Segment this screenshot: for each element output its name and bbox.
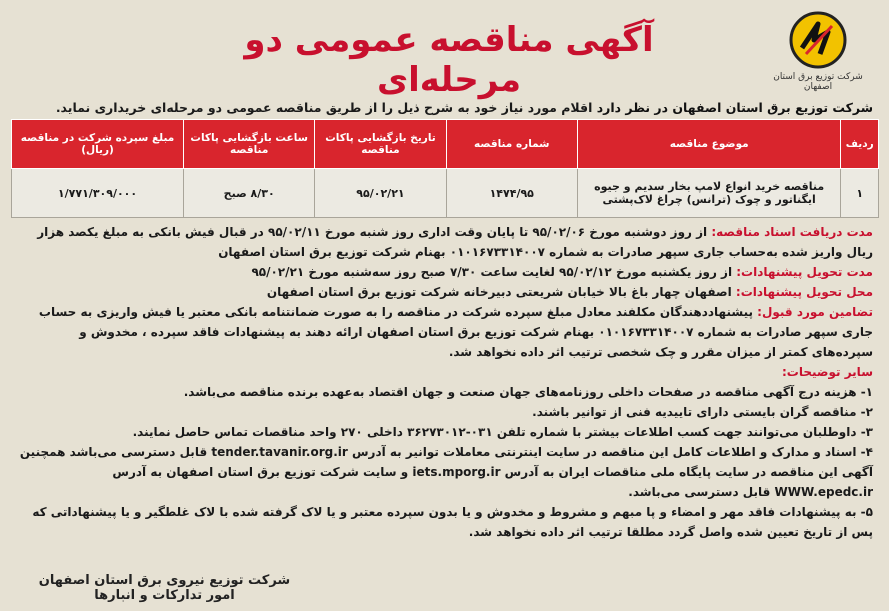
delivery-text: از روز یکشنبه مورخ ۹۵/۰۲/۱۲ لغایت ساعت ۷/۳۰ صبح روز سه‌شنبه مورخ ۹۵/۰۲/۲۱ bbox=[251, 265, 733, 279]
intro bbox=[10, 100, 879, 115]
docs-label: مدت دریافت اسناد مناقصه: bbox=[711, 225, 873, 239]
table-header-row bbox=[12, 120, 879, 169]
footer-block bbox=[15, 573, 315, 603]
cell-subject: مناقصه خرید انواع لامپ بخار سدیم و جیوه ایگناتور و چوک (ترانس) چراغ لاک‌پشتی bbox=[577, 169, 841, 218]
place-section bbox=[16, 282, 873, 302]
tender-table bbox=[11, 119, 879, 218]
delivery-label: مدت تحویل پیشنهادات: bbox=[736, 265, 873, 279]
footer bbox=[0, 573, 889, 603]
logo bbox=[763, 10, 873, 92]
power-logo-icon bbox=[788, 10, 848, 70]
docs-section bbox=[16, 222, 873, 262]
col-header-subject: موضوع مناقصه bbox=[577, 120, 841, 169]
place-text: اصفهان چهار باغ بالا خیابان شریعتی دبیرخانه شرکت توزیع برق استان اصفهان bbox=[266, 285, 732, 299]
col-header-number: شماره مناقصه bbox=[446, 120, 577, 169]
docs-text: از روز دوشنبه مورخ ۹۵/۰۲/۰۶ تا پایان وقت اداری روز شنبه مورخ ۹۵/۰۲/۱۱ در قبال فیش بانکی به مبلغ یکصد هزار ریال واریز شده به‌حساب جاری سپهر صادرات به شماره ۰۱۰۱۶۷۳۳۱۴۰۰۷ بهنام شرکت توزیع برق استان اصفهان bbox=[37, 225, 873, 259]
delivery-section bbox=[16, 262, 873, 282]
intro-rest: اقلام مورد نیاز خود به شرح ذیل را از طریق مناقصه عمومی دو مرحله‌ای خریداری نماید. bbox=[55, 100, 593, 115]
page-title: آگهی مناقصه عمومی دو مرحله‌ای bbox=[244, 20, 654, 100]
note-item: ۵- به پیشنهادات فاقد مهر و امضاء و پا مبهم و مشروط و مخدوش و یا بدون سپرده معتبر و یا لاک گرفته شده با لاک غلطگیر و یا پیشنهاداتی که پس از تاریخ تعیین شده واصل گردد مطلقا ترتیب اثر داده نخواهد شد. bbox=[32, 505, 873, 539]
guarantee-section bbox=[16, 302, 873, 362]
header bbox=[10, 6, 879, 98]
logo-caption: شرکت توزیع برق استان اصفهان bbox=[773, 72, 863, 92]
cell-time: ۸/۳۰ صبح bbox=[184, 169, 315, 218]
note-item: ۱- هزینه درج آگهی مناقصه در صفحات داخلی روزنامه‌های جهان صنعت و جهان اقتصاد به‌عهده برنده مناقصه می‌باشد. bbox=[183, 385, 873, 399]
col-header-deposit: مبلغ سپرده شرکت در مناقصه (ریال) bbox=[12, 120, 184, 169]
cell-date: ۹۵/۰۲/۲۱ bbox=[315, 169, 446, 218]
guarantee-text: پیشنهاددهندگان مکلفند معادل مبلغ سپرده شرکت در مناقصه را به صورت ضمانتنامه بانکی معتبر یا فیش واریزی به حساب جاری سپهر صادرات به شماره ۰۱۰۱۶۷۳۳۱۴۰۰۷ بهنام شرکت توزیع برق استان اصفهان ارائه دهند به پیشنهادات فاقد سپرده ، مخدوش و سپرده‌های کمتر از میزان مقرر و چک شخصی ترتیب اثر داده نخواهد شد. bbox=[38, 305, 873, 359]
col-header-row: ردیف bbox=[841, 120, 879, 169]
cell-row: ۱ bbox=[841, 169, 879, 218]
col-header-time: ساعت بازگشایی پاکات مناقصه bbox=[184, 120, 315, 169]
note-item: ۲- مناقصه گران بایستی دارای تاییدیه فنی از توانیر باشند. bbox=[532, 405, 873, 419]
note-item: ۳- داوطلبان می‌توانند جهت کسب اطلاعات بیشتر با شماره تلفن ۰۳۱-۳۶۲۷۳۰۱۲ داخلی ۲۷۰ واحد مناقصات تماس حاصل نمایند. bbox=[132, 425, 873, 439]
table-row bbox=[12, 169, 879, 218]
intro-company: شرکت توزیع برق استان اصفهان در نظر دارد bbox=[596, 100, 873, 115]
col-header-date: تاریخ بازگشایی پاکات مناقصه bbox=[315, 120, 446, 169]
cell-deposit: ۱/۷۷۱/۳۰۹/۰۰۰ bbox=[12, 169, 184, 218]
footer-company: شرکت توزیع نیروی برق استان اصفهان bbox=[38, 573, 291, 588]
other-label-line bbox=[16, 362, 873, 382]
place-label: محل تحویل پیشنهادات: bbox=[735, 285, 873, 299]
note-item: ۴- اسناد و مدارک و اطلاعات کامل این مناقصه در سایت اینترنتی معاملات توانیر به آدرس tender.tavanir.org.ir قابل دسترسی می‌باشد همچنین آگهی این مناقصه در سایت پایگاه ملی مناقصات ایران به آدرس iets.mporg.ir و سایت شرکت توزیع برق استان اصفهان به آدرس WWW.epedc.ir قابل دسترسی می‌باشد. bbox=[19, 445, 873, 499]
other-label: سایر توضیحات: bbox=[782, 365, 873, 379]
footer-dept: امور تدارکات و انبارها bbox=[94, 588, 235, 603]
guarantee-label: تضامین مورد قبول: bbox=[757, 305, 873, 319]
cell-number: ۱۴۷۴/۹۵ bbox=[446, 169, 577, 218]
notice-body bbox=[10, 218, 879, 542]
